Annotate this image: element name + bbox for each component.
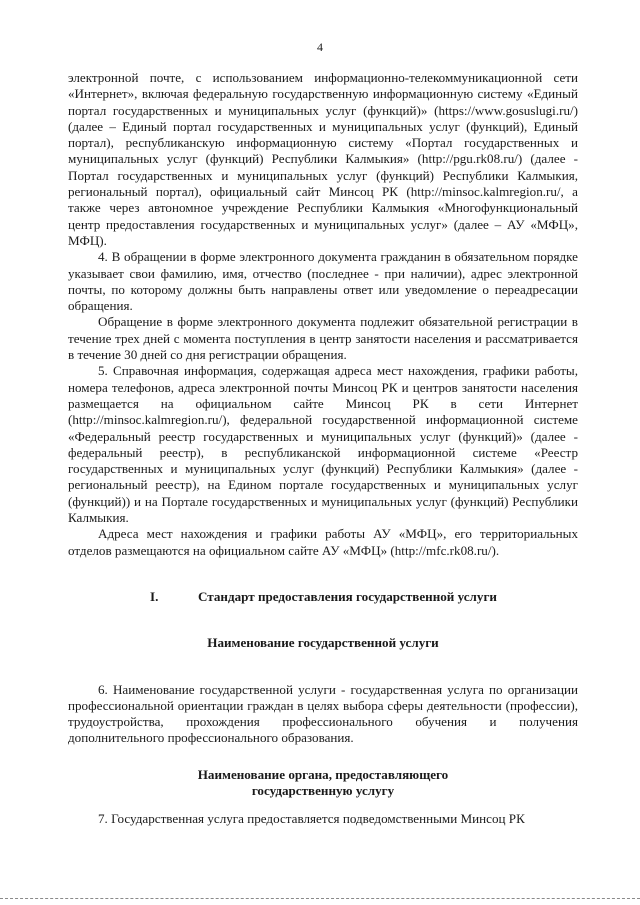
authority-title-line-1: Наименование органа, предоставляющего bbox=[197, 766, 449, 782]
paragraph-5: 5. Справочная информация, содержащая адреса мест нахождения, графики работы, номера телефонов, адреса электронной почты Минсоц РК и центров занятости населения размещается на официальном сайте Минсоц РК в сети Интернет (http://minsoc.kalmregion.ru/), федеральной государственной информационной системе «Федеральный реестр государственных и муниципальных услуг (функций)» (далее - федеральный реестр), в республиканской информационной системе «Реестр государственных и муниципальных услуг (функций) Республики Калмыкия» (далее - региональный реестр), на Едином портале государственных и муниципальных услуг (функций)) и на Портале государственных и муниципальных услуг (функций) Республики Калмыкия. bbox=[68, 363, 578, 526]
document-body bbox=[68, 70, 578, 828]
spacer bbox=[68, 652, 578, 682]
page-number: 4 bbox=[317, 40, 323, 54]
paragraph-4: 4. В обращении в форме электронного документа гражданин в обязательном порядке указывает свои фамилию, имя, отчество (последнее - при наличии), адрес электронной почты, по которому должны быть направлены ответ или уведомление о переадресации обращения. bbox=[68, 249, 578, 314]
section-title-text: Стандарт предоставления государственной услуги bbox=[198, 588, 497, 604]
subsection-heading-service-name: Наименование государственной услуги bbox=[207, 635, 439, 651]
spacer bbox=[68, 747, 578, 767]
paragraph-7: 7. Государственная услуга предоставляется подведомственными Минсоц РК bbox=[98, 811, 525, 827]
paragraph-5-addresses: Адреса мест нахождения и графики работы АУ «МФЦ», его территориальных отделов размещаются на официальном сайте АУ «МФЦ» (http://mfc.rk08.ru/). bbox=[68, 526, 578, 558]
section-roman-numeral: I. bbox=[150, 588, 159, 604]
paragraph-4-registration: Обращение в форме электронного документа подлежит обязательной регистрации в течение трех дней с момента поступления в центр занятости населения и рассматривается в течение 30 дней со дня регистрации обращения. bbox=[68, 314, 578, 363]
spacer bbox=[68, 605, 578, 635]
paragraph-6: 6. Наименование государственной услуги - государственная услуга по организации профессиональной ориентации граждан в целях выбора сферы деятельности (профессии), трудоустройства, прохождения профессионального обучения и получения дополнительного профессионального образования. bbox=[68, 681, 578, 746]
subsection-heading-authority bbox=[68, 767, 578, 800]
paragraph-intro-continuation: электронной почте, с использованием информационно-телекоммуникационной сети «Интернет», включая федеральную государственную информационную систему «Единый портал государственных и муниципальных услуг (функций)» (https://www.gosuslugi.ru/) (далее – Единый портал государственных и муниципальных услуг (функций), Единый портал), республиканскую информационную систему «Портал государственных и муниципальных услуг (функций) Республики Калмыкия» (http://pgu.rk08.ru/) (далее - Портал государственных и муниципальных услуг (функций) Республики Калмыкия, региональный портал), официальный сайт Минсоц РК (http://minsoc.kalmregion.ru/, а также через автономное учреждение Республики Калмыкия «Многофункциональный центр предоставления государственных и муниципальных услуг» (далее – АУ «МФЦ», МФЦ). bbox=[68, 70, 578, 248]
spacer bbox=[68, 559, 578, 589]
spacer bbox=[68, 799, 578, 811]
section-heading-standard bbox=[68, 589, 578, 605]
authority-title-line-2: государственную услугу bbox=[251, 782, 395, 798]
page-bottom-edge bbox=[0, 898, 640, 899]
